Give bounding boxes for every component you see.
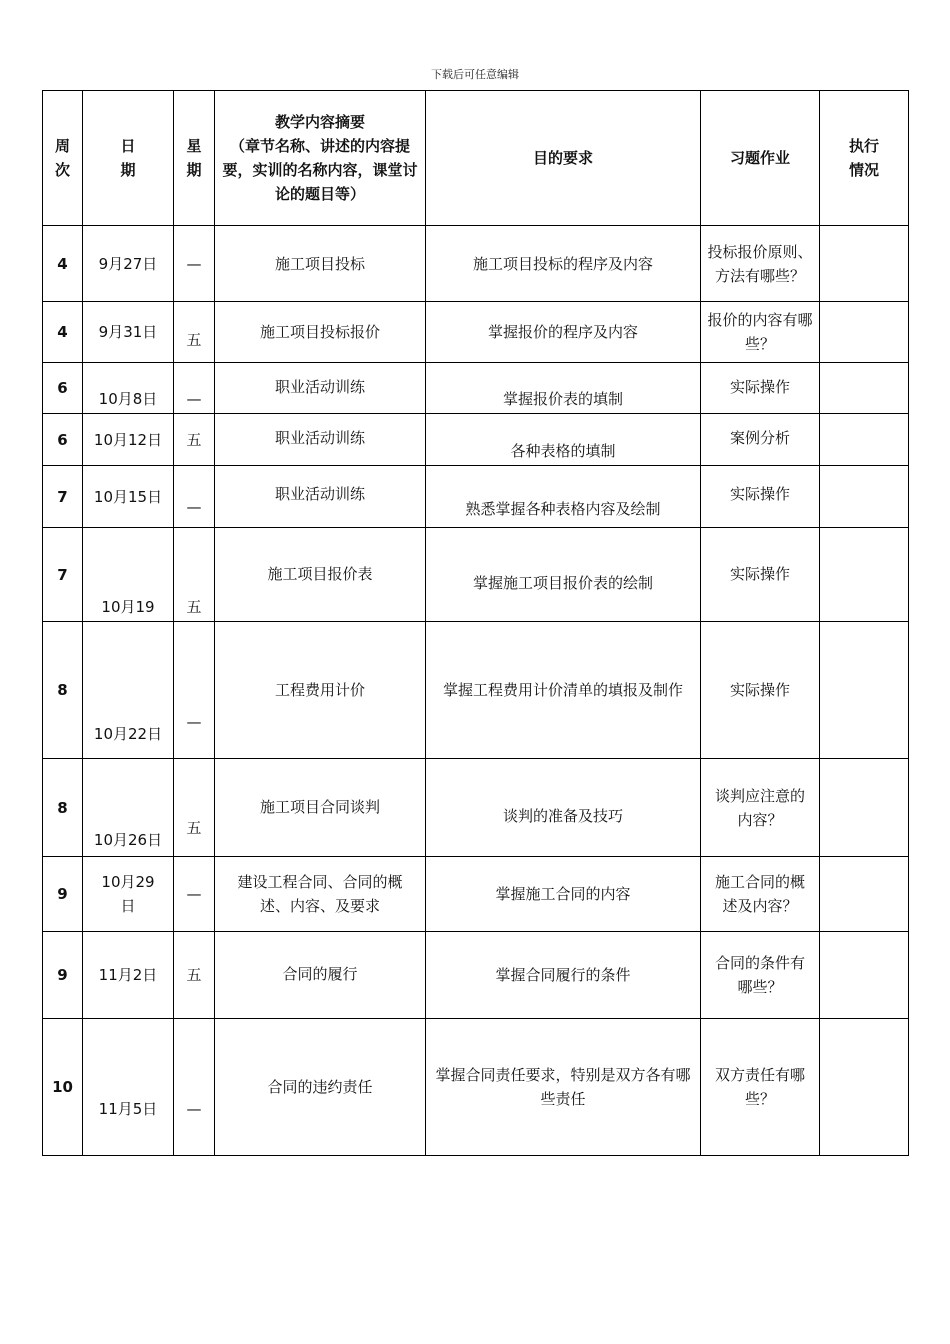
row-weekday: — <box>174 363 215 414</box>
row-date: 10月29日 <box>83 857 174 932</box>
row-weekday: — <box>174 622 215 759</box>
header-week: 周 次 <box>43 91 83 226</box>
row-status <box>820 759 909 857</box>
row-date: 9月31日 <box>83 302 174 363</box>
row-content: 合同的违约责任 <box>215 1019 426 1156</box>
row-content: 职业活动训练 <box>215 363 426 414</box>
row-weekday: — <box>174 1019 215 1156</box>
row-status <box>820 857 909 932</box>
row-date: 10月22日 <box>83 622 174 759</box>
row-weekday: — <box>174 466 215 528</box>
row-goal: 谈判的准备及技巧 <box>426 759 701 857</box>
header-goal: 目的要求 <box>426 91 701 226</box>
row-homework: 案例分析 <box>701 414 820 466</box>
row-status <box>820 302 909 363</box>
table-row <box>43 932 909 1019</box>
row-week: 7 <box>43 466 83 528</box>
row-goal: 掌握施工项目报价表的绘制 <box>426 528 701 622</box>
row-goal: 掌握工程费用计价清单的填报及制作 <box>426 622 701 759</box>
row-status <box>820 932 909 1019</box>
table-row <box>43 466 909 528</box>
row-status <box>820 226 909 302</box>
row-status <box>820 528 909 622</box>
header-weekday: 星 期 <box>174 91 215 226</box>
row-goal: 施工项目投标的程序及内容 <box>426 226 701 302</box>
row-status <box>820 1019 909 1156</box>
row-status <box>820 466 909 528</box>
row-goal: 掌握报价表的填制 <box>426 363 701 414</box>
row-content: 施工项目合同谈判 <box>215 759 426 857</box>
header-homework: 习题作业 <box>701 91 820 226</box>
row-weekday: 五 <box>174 759 215 857</box>
row-week: 6 <box>43 414 83 466</box>
download-note: 下载后可任意编辑 <box>431 68 519 81</box>
row-date: 10月12日 <box>83 414 174 466</box>
row-goal: 掌握报价的程序及内容 <box>426 302 701 363</box>
row-week: 8 <box>43 759 83 857</box>
row-weekday: 五 <box>174 414 215 466</box>
row-homework: 实际操作 <box>701 622 820 759</box>
teaching-schedule-table <box>42 90 909 1156</box>
row-homework: 施工合同的概述及内容？ <box>701 857 820 932</box>
row-status <box>820 414 909 466</box>
table-row <box>43 363 909 414</box>
row-homework: 实际操作 <box>701 528 820 622</box>
row-homework: 实际操作 <box>701 466 820 528</box>
row-content: 合同的履行 <box>215 932 426 1019</box>
row-week: 4 <box>43 226 83 302</box>
table-row <box>43 414 909 466</box>
row-content: 职业活动训练 <box>215 466 426 528</box>
row-weekday: — <box>174 226 215 302</box>
row-goal: 掌握合同责任要求，特别是双方各有哪些责任 <box>426 1019 701 1156</box>
row-date: 10月15日 <box>83 466 174 528</box>
row-homework: 实际操作 <box>701 363 820 414</box>
row-weekday: 五 <box>174 302 215 363</box>
row-content: 职业活动训练 <box>215 414 426 466</box>
row-content: 施工项目投标 <box>215 226 426 302</box>
row-week: 9 <box>43 857 83 932</box>
row-week: 8 <box>43 622 83 759</box>
row-weekday: 五 <box>174 932 215 1019</box>
row-weekday: — <box>174 857 215 932</box>
table-row <box>43 759 909 857</box>
table-row <box>43 1019 909 1156</box>
row-goal: 熟悉掌握各种表格内容及绘制 <box>426 466 701 528</box>
row-week: 9 <box>43 932 83 1019</box>
row-date: 11月5日 <box>83 1019 174 1156</box>
header-status: 执行 情况 <box>820 91 909 226</box>
row-date: 9月27日 <box>83 226 174 302</box>
row-week: 7 <box>43 528 83 622</box>
table-row <box>43 226 909 302</box>
row-date: 10月8日 <box>83 363 174 414</box>
row-goal: 掌握施工合同的内容 <box>426 857 701 932</box>
row-week: 6 <box>43 363 83 414</box>
row-goal: 掌握合同履行的条件 <box>426 932 701 1019</box>
row-content: 施工项目报价表 <box>215 528 426 622</box>
table-row <box>43 528 909 622</box>
row-date: 11月2日 <box>83 932 174 1019</box>
row-homework: 合同的条件有哪些？ <box>701 932 820 1019</box>
row-status <box>820 622 909 759</box>
row-homework: 报价的内容有哪些？ <box>701 302 820 363</box>
table-row <box>43 622 909 759</box>
table-row <box>43 302 909 363</box>
row-content: 工程费用计价 <box>215 622 426 759</box>
row-content: 建设工程合同、合同的概述、内容、及要求 <box>215 857 426 932</box>
row-weekday: 五 <box>174 528 215 622</box>
table-header-row <box>43 91 909 226</box>
row-week: 4 <box>43 302 83 363</box>
row-status <box>820 363 909 414</box>
header-date: 日 期 <box>83 91 174 226</box>
row-date: 10月19 <box>83 528 174 622</box>
row-homework: 谈判应注意的内容？ <box>701 759 820 857</box>
table-row <box>43 857 909 932</box>
row-date: 10月26日 <box>83 759 174 857</box>
row-homework: 投标报价原则、方法有哪些？ <box>701 226 820 302</box>
row-content: 施工项目投标报价 <box>215 302 426 363</box>
row-homework: 双方责任有哪些？ <box>701 1019 820 1156</box>
row-week: 10 <box>43 1019 83 1156</box>
header-content: 教学内容摘要 （章节名称、讲述的内容提要，实训的名称内容，课堂讨论的题目等） <box>215 91 426 226</box>
row-goal: 各种表格的填制 <box>426 414 701 466</box>
